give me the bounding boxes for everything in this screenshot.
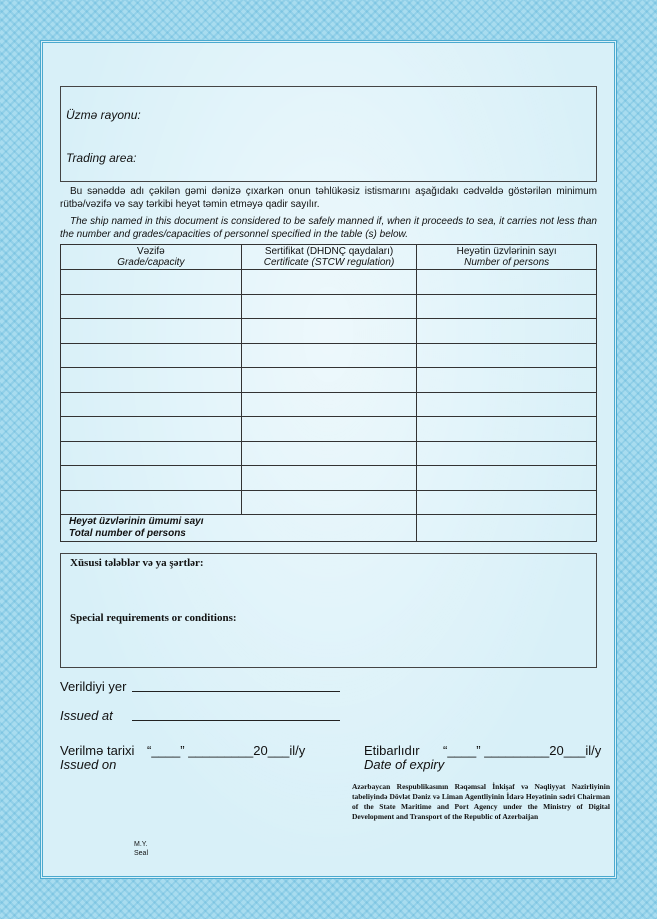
special-label-az: Xüsusi tələblər və ya şərtlər: bbox=[70, 557, 204, 569]
certificate-cell[interactable] bbox=[241, 417, 417, 442]
column-header-grade: Vəzifə Grade/capacity bbox=[61, 245, 242, 270]
intro-en: The ship named in this document is considered to be safely manned if, when it proceeds to sea, it carries not less than the number and grades/capacities of personnel specified in the table (s) below. bbox=[60, 216, 597, 240]
issued-on-label-en: Issued on bbox=[60, 757, 117, 772]
table-row bbox=[61, 319, 597, 344]
persons-cell[interactable] bbox=[417, 368, 597, 393]
certificate-cell[interactable] bbox=[241, 343, 417, 368]
issued-on-date-field[interactable]: “____” _________20___il/y bbox=[147, 743, 306, 758]
issued-on-label-az: Verilmə tarixi bbox=[60, 743, 135, 758]
persons-cell[interactable] bbox=[417, 392, 597, 417]
persons-cell[interactable] bbox=[417, 319, 597, 344]
table-row bbox=[61, 441, 597, 466]
persons-cell[interactable] bbox=[417, 294, 597, 319]
certificate-cell[interactable] bbox=[241, 368, 417, 393]
grade-cell[interactable] bbox=[61, 294, 242, 319]
trading-area-label-az: Üzmə rayonu: bbox=[66, 108, 141, 122]
persons-cell[interactable] bbox=[417, 441, 597, 466]
grade-cell[interactable] bbox=[61, 343, 242, 368]
issued-at-line-en[interactable] bbox=[132, 720, 340, 721]
special-label-en: Special requirements or conditions: bbox=[70, 612, 237, 624]
total-row bbox=[61, 515, 597, 542]
expiry-label-az: Etibarlıdır bbox=[364, 743, 420, 758]
table-row bbox=[61, 294, 597, 319]
persons-cell[interactable] bbox=[417, 466, 597, 491]
grade-cell[interactable] bbox=[61, 368, 242, 393]
table-row bbox=[61, 270, 597, 295]
grade-cell[interactable] bbox=[61, 417, 242, 442]
trading-area-label-en: Trading area: bbox=[66, 151, 137, 165]
table-row bbox=[61, 368, 597, 393]
grade-cell[interactable] bbox=[61, 441, 242, 466]
table-row bbox=[61, 466, 597, 491]
certificate-cell[interactable] bbox=[241, 441, 417, 466]
persons-cell[interactable] bbox=[417, 343, 597, 368]
certificate-cell[interactable] bbox=[241, 270, 417, 295]
persons-cell[interactable] bbox=[417, 490, 597, 515]
authority-title: Azərbaycan Respublikasının Rəqəmsal İnkişaf və Nəqliyyat Nazirliyinin tabeliyində Dövlət Dəniz və Liman Agentliyinin İdarə Heyətinin sədri Chairman of the State Maritime and Port Agency under the Ministry of Digital Development and Transport of the Republic of Azerbaijan bbox=[352, 782, 610, 821]
issued-at-line[interactable] bbox=[132, 691, 340, 692]
intro-az: Bu sənəddə adı çəkilən gəmi dənizə çıxarkən onun təhlükəsiz istismarını aşağıdakı cədvəldə göstərilən minimum rütbə/vəzifə və say tərkibi heyət təmin etməyə qadir sayılır. bbox=[60, 186, 597, 210]
expiry-date-field[interactable]: “____” _________20___il/y bbox=[443, 743, 602, 758]
issued-at-label-az: Verildiyi yer bbox=[60, 679, 127, 694]
certificate-cell[interactable] bbox=[241, 319, 417, 344]
table-row bbox=[61, 392, 597, 417]
certificate-cell[interactable] bbox=[241, 392, 417, 417]
manning-table bbox=[60, 244, 597, 542]
persons-cell[interactable] bbox=[417, 270, 597, 295]
certificate-cell[interactable] bbox=[241, 466, 417, 491]
grade-cell[interactable] bbox=[61, 270, 242, 295]
certificate-cell[interactable] bbox=[241, 294, 417, 319]
certificate-cell[interactable] bbox=[241, 490, 417, 515]
total-persons-cell[interactable] bbox=[417, 515, 597, 542]
column-header-certificate: Sertifikat (DHDNÇ qaydaları) Certificate (STCW regulation) bbox=[241, 245, 417, 270]
column-header-persons: Heyətin üzvlərinin sayı Number of persons bbox=[417, 245, 597, 270]
trading-area-box bbox=[60, 86, 597, 182]
grade-cell[interactable] bbox=[61, 319, 242, 344]
seal-label: M.Y. Seal bbox=[134, 841, 149, 857]
issued-at-label-en: Issued at bbox=[60, 708, 113, 723]
table-header-row bbox=[61, 245, 597, 270]
grade-cell[interactable] bbox=[61, 392, 242, 417]
grade-cell[interactable] bbox=[61, 466, 242, 491]
table-row bbox=[61, 417, 597, 442]
persons-cell[interactable] bbox=[417, 417, 597, 442]
grade-cell[interactable] bbox=[61, 490, 242, 515]
expiry-label-en: Date of expiry bbox=[364, 757, 445, 772]
table-row bbox=[61, 343, 597, 368]
table-row bbox=[61, 490, 597, 515]
total-label: Heyət üzvlərinin ümumi sayı Total number of persons bbox=[61, 515, 417, 542]
special-requirements-box bbox=[60, 553, 597, 668]
